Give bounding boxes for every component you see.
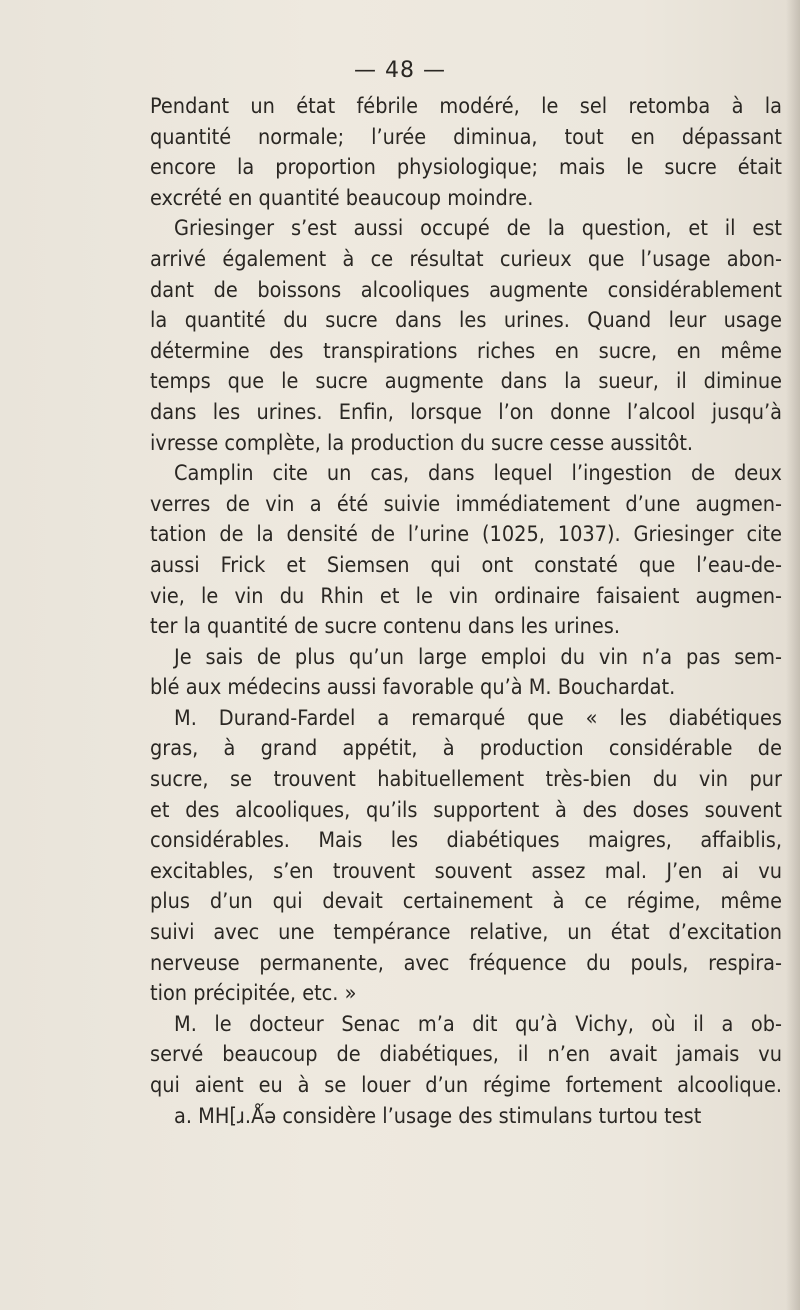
page-edge-shadow	[786, 0, 800, 1310]
text-line: ter la quantité de sucre contenu dans les urines.	[150, 614, 620, 640]
page-number: — 48 —	[354, 58, 446, 83]
text-line: sucre, se trouvent habituellement très-bien du vin pur	[150, 767, 782, 793]
text-line: considérables. Mais les diabétiques maigres, affaiblis,	[150, 828, 782, 854]
text-line: Pendant un état fébrile modéré, le sel retomba à la	[150, 94, 782, 119]
text-line: plus d’un qui devait certainement à ce régime, même	[150, 889, 782, 915]
text-line: excitables, s’en trouvent souvent assez mal. J’en ai vu	[150, 858, 782, 884]
text-line: excrété en quantité beaucoup moindre.	[150, 185, 534, 211]
text-line: tion précipitée, etc. »	[150, 981, 357, 1007]
text-line: ivresse complète, la production du sucre cesse aussitôt.	[150, 430, 694, 456]
text-line: dans les urines. Enfin, lorsque l’on donne l’alcool jusqu’à	[150, 399, 782, 425]
text-line: temps que le sucre augmente dans la sueur, il diminue	[150, 369, 782, 395]
text-line: nerveuse permanente, avec fréquence du pouls, respira-	[150, 950, 782, 976]
text-line: vie, le vin du Rhin et le vin ordinaire faisaient augmen-	[150, 583, 782, 609]
text-line: servé beaucoup de diabétiques, il n’en avait jamais vu	[150, 1042, 782, 1068]
text-line: Griesinger s’est aussi occupé de la question, et il est	[174, 216, 782, 242]
text-line: la quantité du sucre dans les urines. Quand leur usage	[150, 308, 782, 334]
text-line: suivi avec une tempérance relative, un état d’excitation	[150, 920, 782, 946]
text-line: Camplin cite un cas, dans lequel l’ingestion de deux	[174, 461, 782, 487]
text-line: tation de la densité de l’urine (1025, 1037). Griesinger cite	[150, 522, 782, 548]
body-text	[150, 92, 782, 1132]
text-line: M. Durand-Fardel a remarqué que « les diabétiques	[174, 705, 782, 731]
text-line: arrivé également à ce résultat curieux que l’usage abon-	[150, 246, 782, 272]
text-line: aussi Frick et Siemsen qui ont constaté que l’eau-de-	[150, 552, 782, 578]
text-line: verres de vin a été suivie immédiatement d’une augmen-	[150, 491, 782, 517]
text-line: gras, à grand appétit, à production considérable de	[150, 736, 782, 762]
text-line: quantité normale; l’urée diminua, tout en dépassant	[150, 124, 782, 150]
text-line: blé aux médecins aussi favorable qu’à M. Bouchardat.	[150, 675, 676, 701]
text-line: Je sais de plus qu’un large emploi du vin n’a pas sem-	[174, 644, 782, 670]
text-line: encore la proportion physiologique; mais le sucre était	[150, 155, 782, 181]
text-line: M. le docteur Senac m’a dit qu’à Vichy, où il a ob-	[174, 1011, 782, 1037]
text-line: a. MH[ɹ.Ǻə considère l’usage des stimulans turtou test	[174, 1103, 702, 1129]
text-line: détermine des transpirations riches en sucre, en même	[150, 338, 782, 364]
text-line: et des alcooliques, qu’ils supportent à des doses souvent	[150, 797, 782, 823]
text-line: qui aient eu à se louer d’un régime fortement alcoolique.	[150, 1073, 782, 1098]
text-line: dant de boissons alcooliques augmente considérablement	[150, 277, 782, 303]
